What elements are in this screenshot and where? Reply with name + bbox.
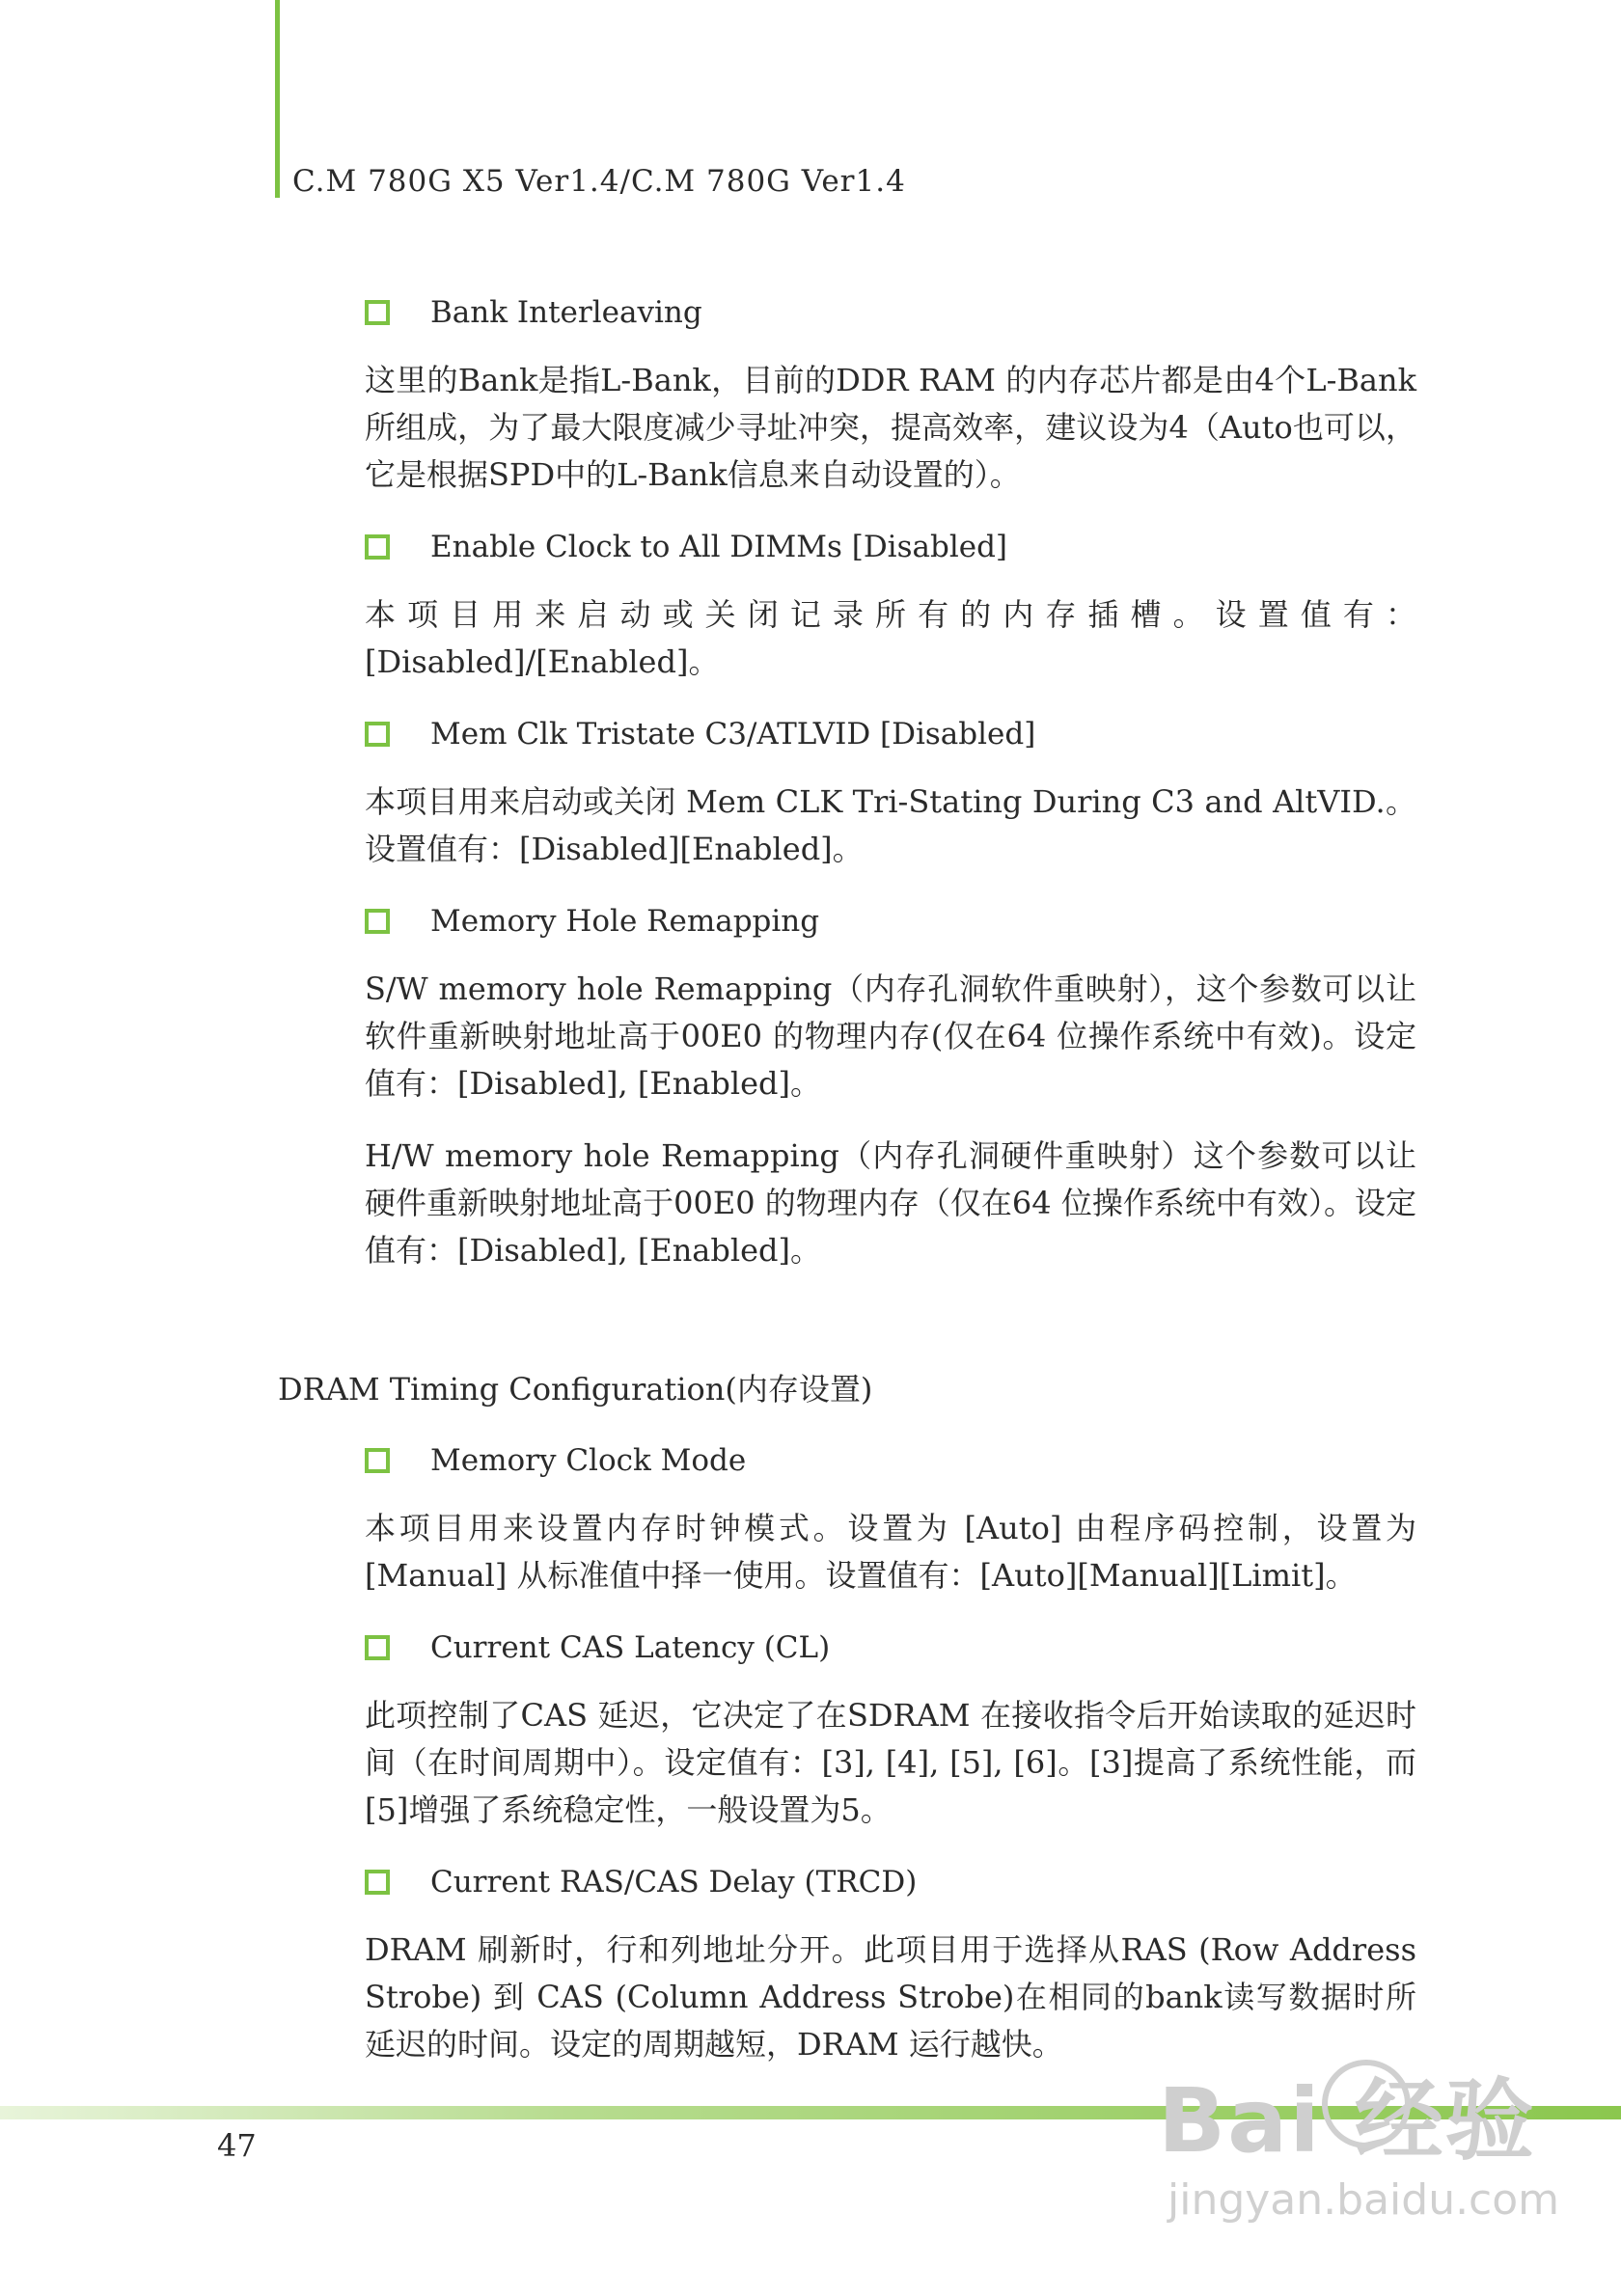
watermark [1139, 2050, 1582, 2253]
content-block-2 [365, 1437, 1416, 2068]
checkbox-bullet-icon [365, 300, 390, 325]
item-heading: Current RAS/CAS Delay (TRCD) [430, 1865, 918, 1900]
section-title: DRAM Timing Configuration(内存设置) [278, 1371, 873, 1408]
item-description: S/W memory hole Remapping（内存孔洞软件重映射），这个参数可以让软件重新映射地址高于00E0 的物理内存(仅在64 位操作系统中有效)。设定值有：[Disabled], [Enabled]。 [365, 970, 1416, 1102]
watermark-url: jingyan.baidu.com [1168, 2175, 1560, 2225]
item-description: 本项目用来启动或关闭 Mem CLK Tri-Stating During C3 and AltVID.。设置值有：[Disabled][Enabled]。 [365, 783, 1416, 867]
checkbox-bullet-icon [365, 1448, 390, 1473]
checkbox-bullet-icon [365, 534, 390, 560]
item-heading: Bank Interleaving [430, 295, 702, 330]
item-heading: Mem Clk Tristate C3/ATLVID [Disabled] [430, 717, 1036, 752]
checkbox-bullet-icon [365, 1635, 390, 1660]
item-description: 本项目用来设置内存时钟模式。设置为 [Auto] 由程序码控制，设置为[Manual] 从标准值中择一使用。设置值有：[Auto][Manual][Limit]。 [365, 1510, 1416, 1594]
checkbox-bullet-icon [365, 1870, 390, 1895]
item-description: 本项目用来启动或关闭记录所有的内存插槽。设置值有：[Disabled]/[Enabled]。 [365, 596, 1416, 680]
item-bank-interleaving [365, 289, 1416, 336]
checkbox-bullet-icon [365, 722, 390, 747]
item-ras-cas-delay [365, 1859, 1416, 1905]
header-accent-bar [275, 0, 280, 198]
item-heading: Current CAS Latency (CL) [430, 1630, 831, 1665]
item-mem-clk-tristate [365, 711, 1416, 757]
item-memory-hole-remapping [365, 898, 1416, 944]
manual-header-title: C.M 780G X5 Ver1.4/C.M 780G Ver1.4 [292, 164, 906, 199]
item-enable-clock [365, 524, 1416, 570]
item-heading: Memory Hole Remapping [430, 904, 820, 939]
item-description: 这里的Bank是指L-Bank，目前的DDR RAM 的内存芯片都是由4个L-Bank所组成，为了最大限度减少寻址冲突，提高效率，建议设为4（Auto也可以，它是根据SPD中的L-Bank信息来自动设置的）。 [365, 362, 1416, 493]
paw-icon [1322, 2060, 1411, 2148]
content-block-1 [365, 289, 1416, 1274]
item-heading: Memory Clock Mode [430, 1443, 747, 1478]
item-description: DRAM 刷新时，行和列地址分开。此项目用于选择从RAS (Row Address Strobe) 到 CAS (Column Address Strobe)在相同的bank读写数据时所延迟的时间。设定的周期越短，DRAM 运行越快。 [365, 1931, 1416, 2063]
item-description: H/W memory hole Remapping（内存孔洞硬件重映射）这个参数可以让硬件重新映射地址高于00E0 的物理内存（仅在64 位操作系统中有效）。设定值有：[Disabled], [Enabled]。 [365, 1137, 1416, 1269]
watermark-logo: Bai 经验 [1158, 2069, 1536, 2173]
page-number: 47 [217, 2127, 257, 2164]
checkbox-bullet-icon [365, 909, 390, 934]
item-heading: Enable Clock to All DIMMs [Disabled] [430, 530, 1008, 564]
item-description: 此项控制了CAS 延迟，它决定了在SDRAM 在接收指令后开始读取的延迟时间（在时间周期中）。设定值有：[3], [4], [5], [6]。[3]提高了系统性能，而[5]增强了系统稳定性，一般设置为5。 [365, 1697, 1416, 1828]
item-memory-clock-mode [365, 1437, 1416, 1484]
item-cas-latency [365, 1625, 1416, 1671]
